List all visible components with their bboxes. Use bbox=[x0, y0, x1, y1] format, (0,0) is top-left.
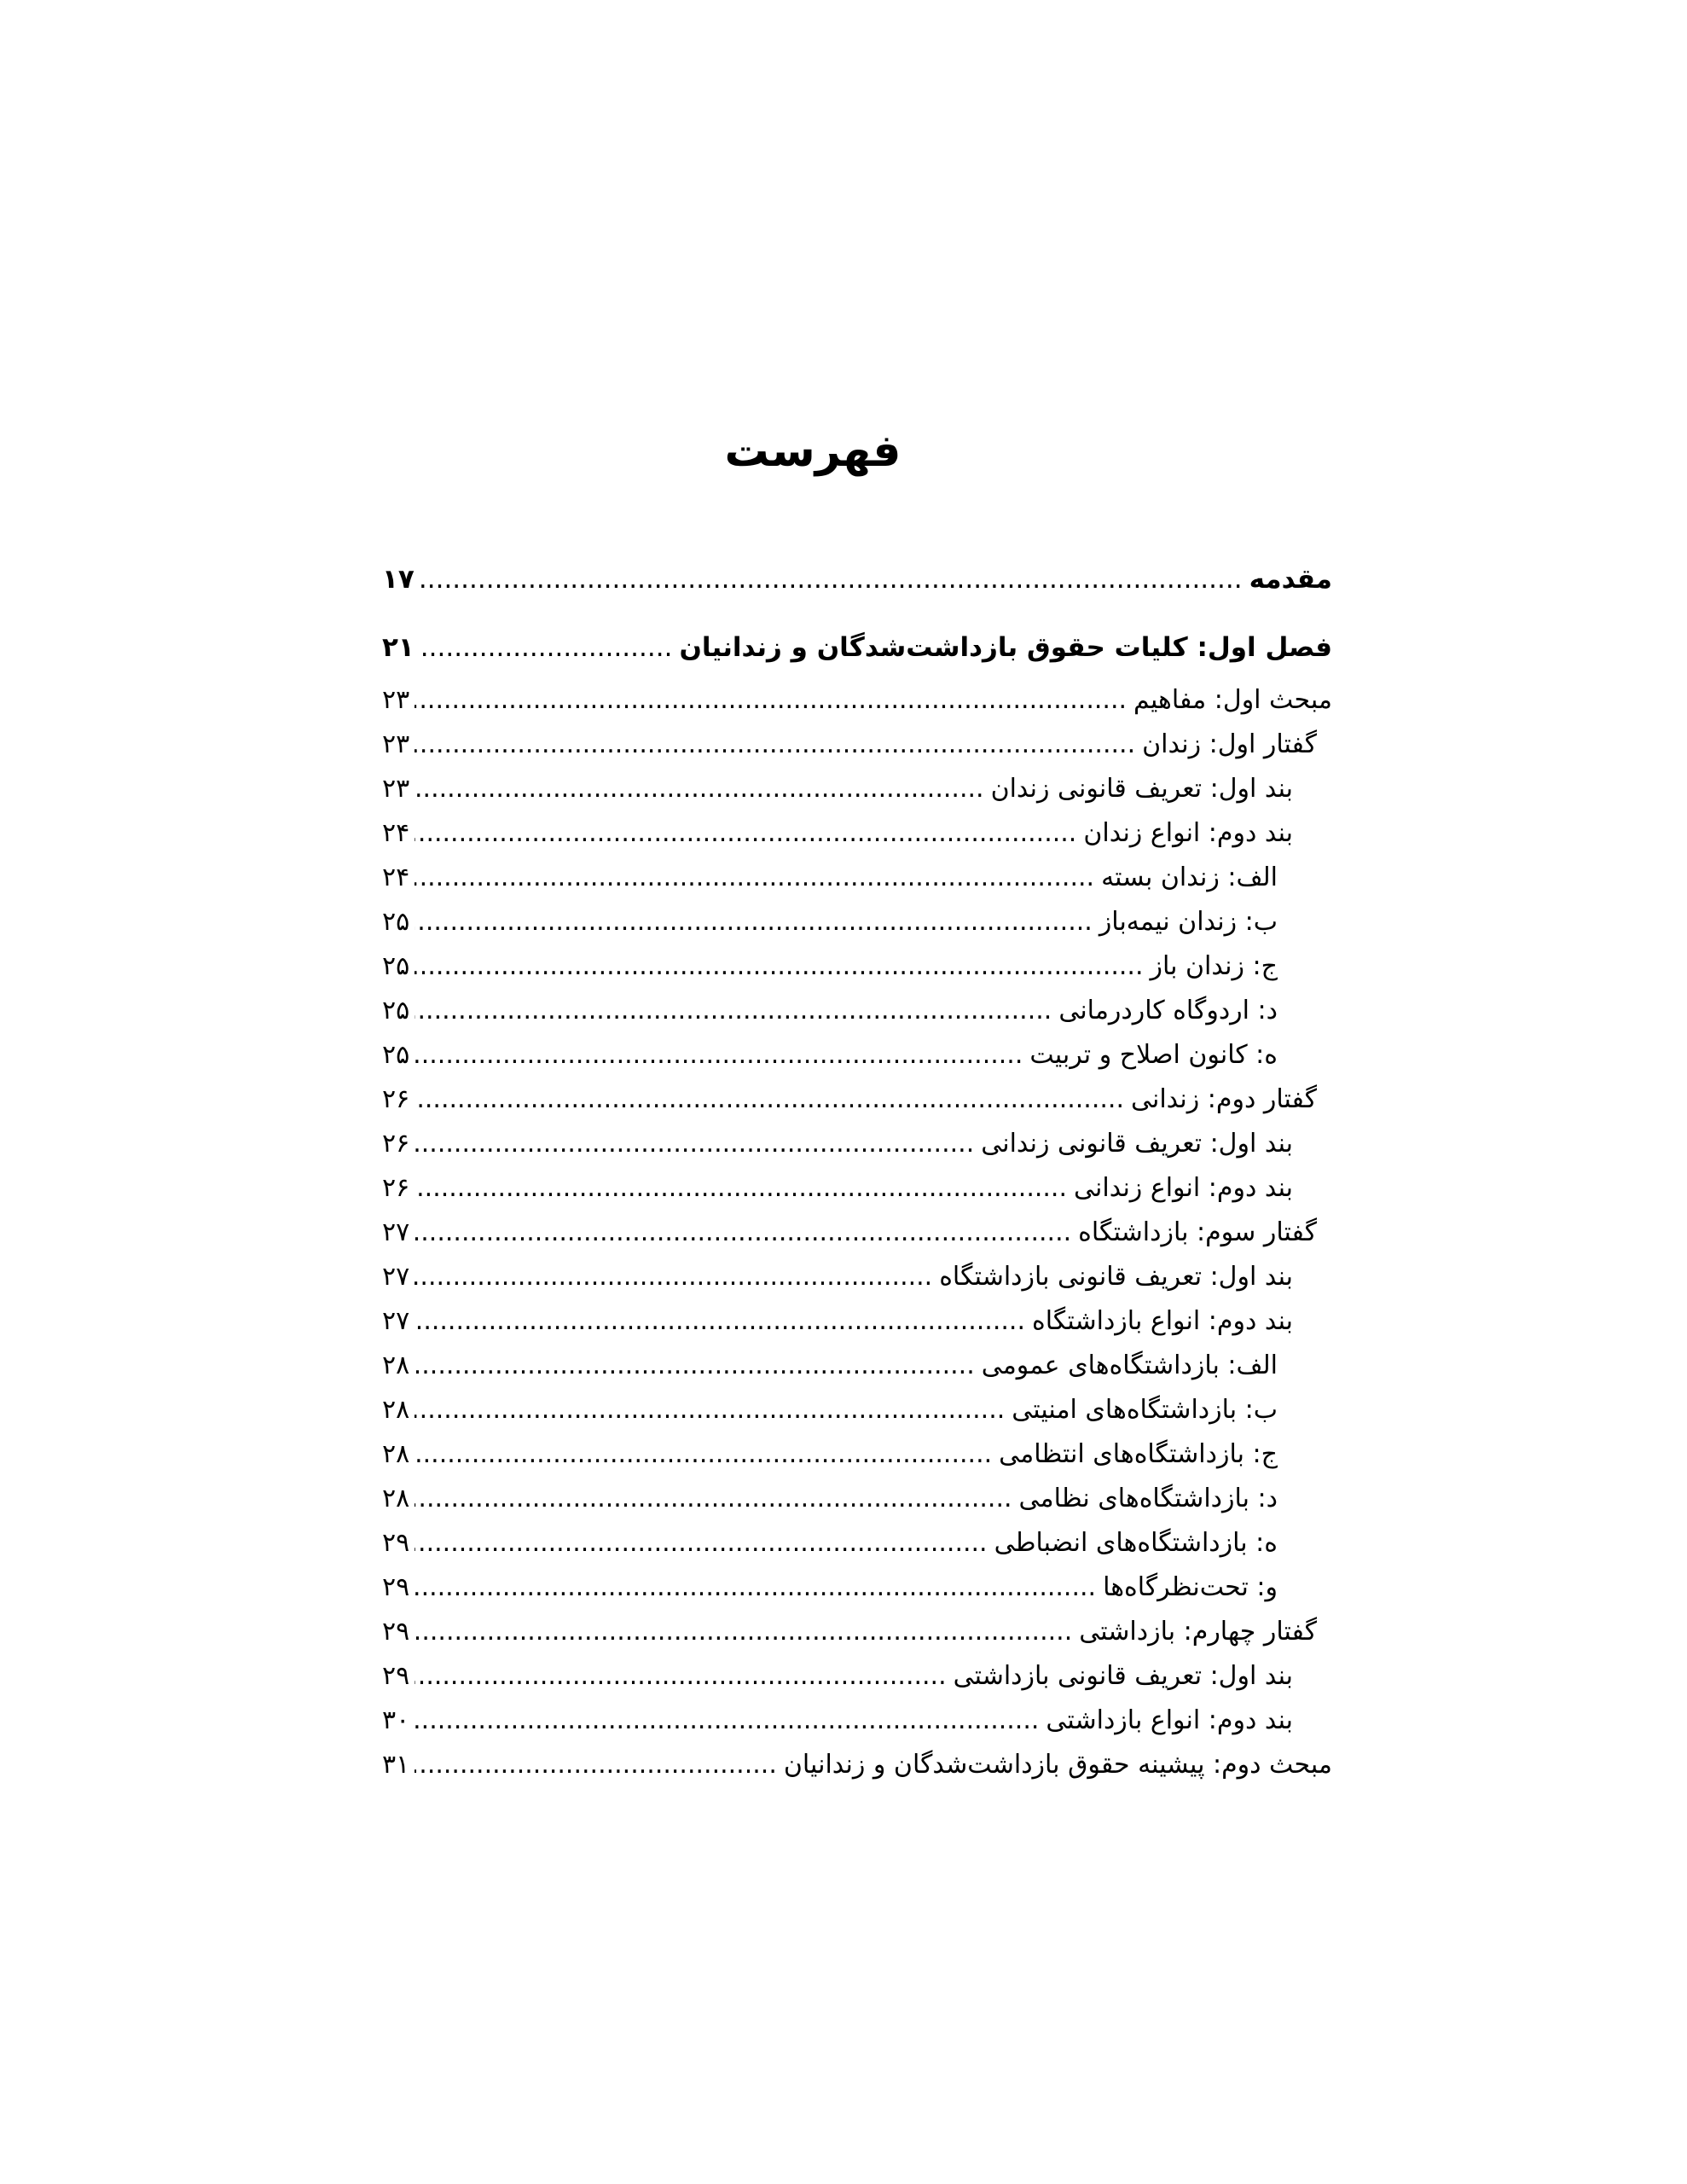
toc-entry-label: بند دوم: انواع بازداشتگاه bbox=[1032, 1306, 1293, 1336]
dot-leader bbox=[415, 1616, 1072, 1648]
dot-leader bbox=[415, 906, 1093, 938]
dot-leader bbox=[415, 950, 1143, 983]
toc-entry-label: ج: بازداشتگاه‌های انتظامی bbox=[999, 1439, 1278, 1469]
toc-entry-label: و: تحت‌نظرگاه‌ها bbox=[1103, 1572, 1278, 1602]
toc-entry-label: د: بازداشتگاه‌های نظامی bbox=[1018, 1484, 1278, 1513]
toc-entry-page: ۲۳ bbox=[382, 685, 410, 715]
toc-entry bbox=[382, 1616, 1332, 1648]
toc-entry bbox=[382, 1039, 1332, 1072]
toc-entry bbox=[382, 684, 1332, 717]
toc-entry-label: گفتار چهارم: بازداشتی bbox=[1079, 1617, 1317, 1647]
toc-entry bbox=[382, 1128, 1332, 1160]
toc-entry bbox=[382, 906, 1332, 938]
toc-entry-page: ۲۷ bbox=[382, 1262, 410, 1292]
dot-leader bbox=[415, 1527, 987, 1560]
dot-leader bbox=[415, 1217, 1071, 1249]
toc-entry-label: بند اول: تعریف قانونی زندانی bbox=[981, 1129, 1293, 1159]
toc-entry-label: مبحث اول: مفاهیم bbox=[1133, 685, 1332, 715]
toc-entry bbox=[382, 817, 1332, 850]
toc-entry-label: بند دوم: انواع زندانی bbox=[1074, 1173, 1293, 1203]
toc-entry-page: ۲۳ bbox=[382, 774, 410, 804]
toc-entry-label: بند اول: تعریف قانونی بازداشتی bbox=[953, 1661, 1293, 1691]
toc-entry-label: گفتار سوم: بازداشتگاه bbox=[1078, 1217, 1317, 1247]
toc-entry-page: ۲۹ bbox=[382, 1661, 410, 1691]
toc-entry bbox=[382, 1394, 1332, 1426]
page-title: فهرست bbox=[724, 426, 901, 477]
toc-entry-label: الف: بازداشتگاه‌های عمومی bbox=[981, 1350, 1278, 1380]
toc-content bbox=[382, 0, 1332, 1793]
toc-entry-label: ه: بازداشتگاه‌های انضباطی bbox=[994, 1528, 1278, 1558]
toc-entry bbox=[382, 1172, 1332, 1205]
toc-entry bbox=[382, 1527, 1332, 1560]
toc-entry-page: ۳۰ bbox=[382, 1705, 410, 1735]
dot-leader bbox=[415, 1261, 932, 1293]
toc-entry-page: ۲۵ bbox=[382, 907, 410, 937]
dot-leader bbox=[415, 995, 1052, 1027]
dot-leader bbox=[415, 1305, 1025, 1338]
toc-entry-label: گفتار اول: زندان bbox=[1142, 729, 1317, 759]
toc-entry-page: ۲۶ bbox=[382, 1173, 410, 1203]
dot-leader bbox=[415, 1705, 1039, 1737]
dot-leader bbox=[415, 862, 1094, 894]
toc-entry-page: ۲۵ bbox=[382, 1040, 410, 1070]
toc-entry-label: ه: کانون اصلاح و تربیت bbox=[1029, 1040, 1278, 1070]
toc-entry-page: ۲۸ bbox=[382, 1484, 410, 1513]
toc-entry-label: ب: بازداشتگاه‌های امنیتی bbox=[1012, 1395, 1278, 1425]
toc-entry bbox=[382, 1261, 1332, 1293]
toc-entry bbox=[382, 1483, 1332, 1515]
toc-entry-label: بند اول: تعریف قانونی زندان bbox=[990, 774, 1293, 804]
dot-leader bbox=[415, 817, 1076, 850]
toc-entry bbox=[382, 995, 1332, 1027]
toc-entry-page: ۲۴ bbox=[382, 863, 410, 892]
toc-entry-page: ۲۸ bbox=[382, 1350, 410, 1380]
toc-entry-page: ۲۷ bbox=[382, 1306, 410, 1336]
toc-entry-page: ۲۱ bbox=[382, 632, 415, 663]
toc-entry-page: ۲۶ bbox=[382, 1084, 410, 1114]
toc-entry-label: مقدمه bbox=[1249, 564, 1332, 595]
toc-entry-label: ج: زندان باز bbox=[1150, 951, 1278, 981]
toc-entry-page: ۲۵ bbox=[382, 951, 410, 981]
dot-leader bbox=[415, 1483, 1012, 1515]
dot-leader bbox=[415, 1350, 975, 1382]
toc-entry bbox=[382, 729, 1332, 761]
toc-entry-page: ۲۹ bbox=[382, 1572, 410, 1602]
dot-leader bbox=[415, 1438, 992, 1471]
dot-leader bbox=[415, 1660, 946, 1693]
toc-entry-page: ۲۹ bbox=[382, 1617, 410, 1647]
dot-leader bbox=[415, 1172, 1067, 1205]
toc-entry bbox=[382, 1571, 1332, 1604]
toc-entry bbox=[382, 862, 1332, 894]
dot-leader bbox=[415, 1749, 777, 1781]
toc-entry-label: گفتار دوم: زندانی bbox=[1130, 1084, 1317, 1114]
toc-entry bbox=[382, 1705, 1332, 1737]
dot-leader bbox=[415, 773, 983, 805]
toc-entry-label: فصل اول: کلیات حقوق بازداشت‌شدگان و زندانیان bbox=[679, 632, 1332, 663]
toc-entry-label: بند اول: تعریف قانونی بازداشتگاه bbox=[939, 1262, 1293, 1292]
dot-leader bbox=[415, 1083, 1124, 1116]
toc-entry bbox=[382, 631, 1332, 664]
toc-entry-label: بند دوم: انواع زندان bbox=[1083, 818, 1293, 848]
toc-entry bbox=[382, 1438, 1332, 1471]
toc-entry-label: د: اردوگاه کاردرمانی bbox=[1058, 996, 1278, 1025]
toc-entry-page: ۲۶ bbox=[382, 1129, 410, 1159]
toc-entry-page: ۲۴ bbox=[382, 818, 410, 848]
toc-entry bbox=[382, 1749, 1332, 1781]
dot-leader bbox=[415, 1394, 1005, 1426]
toc-entry bbox=[382, 1305, 1332, 1338]
toc-entry bbox=[382, 950, 1332, 983]
toc-entry-page: ۲۸ bbox=[382, 1395, 410, 1425]
dot-leader bbox=[415, 1128, 974, 1160]
toc-entry bbox=[382, 1217, 1332, 1249]
dot-leader bbox=[415, 1571, 1096, 1604]
toc-entry bbox=[382, 773, 1332, 805]
toc-entry-page: ۲۹ bbox=[382, 1528, 410, 1558]
toc-entry-page: ۳۱ bbox=[382, 1750, 410, 1780]
toc-entry-page: ۲۷ bbox=[382, 1217, 410, 1247]
toc-entry-label: الف: زندان بسته bbox=[1101, 863, 1278, 892]
toc-entry bbox=[382, 1350, 1332, 1382]
toc-entry bbox=[382, 1660, 1332, 1693]
toc-entry bbox=[382, 1083, 1332, 1116]
toc-entry-label: مبحث دوم: پیشینه حقوق بازداشت‌شدگان و زندانیان bbox=[783, 1750, 1332, 1780]
toc-entry-page: ۲۸ bbox=[382, 1439, 410, 1469]
toc-entry bbox=[382, 563, 1332, 595]
toc-entry-label: ب: زندان نیمه‌باز bbox=[1099, 907, 1278, 937]
toc-list bbox=[382, 563, 1332, 1781]
dot-leader bbox=[415, 1039, 1023, 1072]
toc-entry-page: ۱۷ bbox=[382, 564, 415, 595]
toc-entry-page: ۲۵ bbox=[382, 996, 410, 1025]
toc-entry-label: بند دوم: انواع بازداشتی bbox=[1046, 1705, 1293, 1735]
dot-leader bbox=[415, 684, 1127, 717]
dot-leader bbox=[415, 729, 1135, 761]
dot-leader bbox=[420, 631, 673, 664]
toc-entry-page: ۲۳ bbox=[382, 729, 410, 759]
dot-leader bbox=[420, 563, 1243, 595]
